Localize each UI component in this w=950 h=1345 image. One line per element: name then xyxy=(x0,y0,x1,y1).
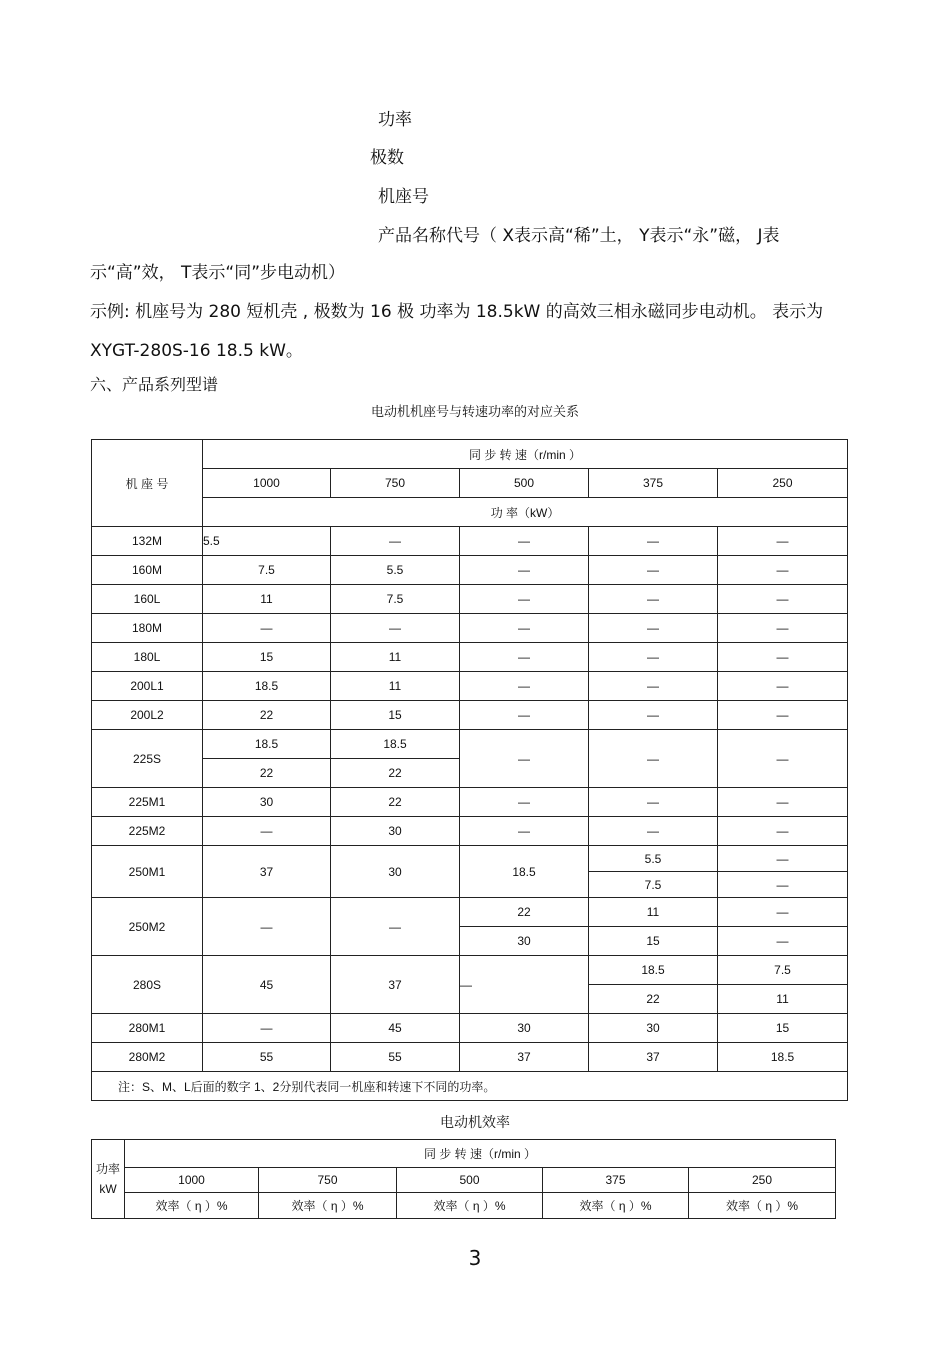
dash-cell: — xyxy=(589,643,718,672)
dash-cell: — xyxy=(589,730,718,788)
eff-speed-header: 同 步 转 速（r/min ） xyxy=(125,1140,836,1168)
power-cell: 45 xyxy=(331,1014,460,1043)
power-cell: 37 xyxy=(203,846,331,898)
frame-cell: 160L xyxy=(92,585,203,614)
power-cell: 11 xyxy=(203,585,331,614)
frame-header: 机 座 号 xyxy=(92,440,203,527)
power-cell: 55 xyxy=(203,1043,331,1072)
eff-speed-1000: 1000 xyxy=(125,1168,259,1193)
frame-cell: 250M1 xyxy=(92,846,203,898)
power-cell: 18.5 xyxy=(718,1043,848,1072)
table-row xyxy=(92,701,848,730)
dash-cell: — xyxy=(718,614,848,643)
example-line2: XYGT-280S-16 18.5 kW。 xyxy=(90,341,303,361)
dash-cell: — xyxy=(460,585,589,614)
power-kw-unit: kW xyxy=(99,1182,117,1196)
frame-cell: 280S xyxy=(92,956,203,1014)
code-product-line1: 产品名称代号（ X表示高“稀”土， Y表示“永”磁， J表 xyxy=(378,226,780,246)
power-cell: 15 xyxy=(718,1014,848,1043)
dash-cell: — xyxy=(331,898,460,956)
power-kw-label: 功率 xyxy=(95,1162,120,1176)
power-cell: 22 xyxy=(331,788,460,817)
power-cell: 30 xyxy=(460,927,589,956)
power-cell: 22 xyxy=(331,759,460,788)
power-cell: 7.5 xyxy=(203,556,331,585)
dash-cell: — xyxy=(460,643,589,672)
code-frame-label: 机座号 xyxy=(378,187,429,207)
dash-cell: — xyxy=(718,927,848,956)
dash-cell: — xyxy=(203,898,331,956)
table-row xyxy=(92,730,848,759)
dash-cell: — xyxy=(589,817,718,846)
table-row xyxy=(92,788,848,817)
power-cell: 5.5 xyxy=(203,527,331,556)
example-line1: 示例: 机座号为 280 短机壳 , 极数为 16 极 功率为 18.5kW 的高效三相永磁同步电动机。 表示为 xyxy=(90,302,824,322)
table-row xyxy=(92,527,848,556)
code-power-label: 功率 xyxy=(378,110,412,130)
dash-cell: — xyxy=(589,527,718,556)
eff-label: 效率（ η ）% xyxy=(689,1193,836,1219)
power-cell: 18.5 xyxy=(331,730,460,759)
dash-cell: — xyxy=(460,956,589,1014)
dash-cell: — xyxy=(718,872,848,898)
power-cell: 30 xyxy=(331,817,460,846)
dash-cell: — xyxy=(589,614,718,643)
speed-1000: 1000 xyxy=(203,469,331,498)
eff-label: 效率（ η ）% xyxy=(543,1193,689,1219)
table-note: 注：S、M、L后面的数字 1、2分别代表同一机座和转速下不同的功率。 xyxy=(92,1072,848,1101)
dash-cell: — xyxy=(718,527,848,556)
power-cell: 11 xyxy=(331,672,460,701)
dash-cell: — xyxy=(331,527,460,556)
dash-cell: — xyxy=(460,614,589,643)
table-row xyxy=(92,1014,848,1043)
power-cell: 18.5 xyxy=(203,730,331,759)
dash-cell: — xyxy=(589,701,718,730)
power-cell: 37 xyxy=(460,1043,589,1072)
power-cell: 7.5 xyxy=(331,585,460,614)
table-row xyxy=(92,643,848,672)
dash-cell: — xyxy=(460,730,589,788)
frame-cell: 225M1 xyxy=(92,788,203,817)
power-cell: 22 xyxy=(460,898,589,927)
power-cell: 7.5 xyxy=(589,872,718,898)
power-cell: 7.5 xyxy=(718,956,848,985)
table-row xyxy=(92,585,848,614)
dash-cell: — xyxy=(460,527,589,556)
dash-cell: — xyxy=(718,585,848,614)
power-cell: 5.5 xyxy=(331,556,460,585)
dash-cell: — xyxy=(203,817,331,846)
eff-speed-375: 375 xyxy=(543,1168,689,1193)
power-cell: 18.5 xyxy=(589,956,718,985)
frame-cell: 250M2 xyxy=(92,898,203,956)
eff-label: 效率（ η ）% xyxy=(125,1193,259,1219)
table2-caption: 电动机效率 xyxy=(440,1115,510,1131)
dash-cell: — xyxy=(460,701,589,730)
frame-cell: 280M1 xyxy=(92,1014,203,1043)
dash-cell: — xyxy=(203,1014,331,1043)
code-product-line2: 示“高”效， T表示“同”步电动机） xyxy=(90,263,346,283)
dash-cell: — xyxy=(718,556,848,585)
table-row xyxy=(92,956,848,985)
eff-speed-750: 750 xyxy=(259,1168,397,1193)
power-cell: 30 xyxy=(589,1014,718,1043)
dash-cell: — xyxy=(589,788,718,817)
power-cell: 37 xyxy=(589,1043,718,1072)
frame-cell: 200L1 xyxy=(92,672,203,701)
table-row xyxy=(92,672,848,701)
dash-cell: — xyxy=(718,846,848,872)
dash-cell: — xyxy=(718,643,848,672)
section-title: 六、产品系列型谱 xyxy=(90,375,219,394)
table-row xyxy=(92,817,848,846)
power-header: 功 率（kW） xyxy=(203,498,848,527)
dash-cell: — xyxy=(718,730,848,788)
dash-cell: — xyxy=(589,585,718,614)
table-row xyxy=(92,556,848,585)
power-cell: 18.5 xyxy=(203,672,331,701)
table-row xyxy=(92,614,848,643)
frame-cell: 160M xyxy=(92,556,203,585)
speed-750: 750 xyxy=(331,469,460,498)
power-cell: 15 xyxy=(203,643,331,672)
dash-cell: — xyxy=(718,788,848,817)
frame-cell: 180L xyxy=(92,643,203,672)
table-row xyxy=(92,846,848,872)
frame-cell: 225M2 xyxy=(92,817,203,846)
frame-power-table xyxy=(91,439,848,1101)
dash-cell: — xyxy=(589,556,718,585)
speed-500: 500 xyxy=(460,469,589,498)
power-cell: 45 xyxy=(203,956,331,1014)
speed-375: 375 xyxy=(589,469,718,498)
power-cell: 11 xyxy=(718,985,848,1014)
table-row xyxy=(92,1043,848,1072)
speed-250: 250 xyxy=(718,469,848,498)
dash-cell: — xyxy=(460,672,589,701)
power-cell: 11 xyxy=(331,643,460,672)
power-cell: 22 xyxy=(203,701,331,730)
power-cell: 22 xyxy=(203,759,331,788)
dash-cell: — xyxy=(460,817,589,846)
table1-caption: 电动机机座号与转速功率的对应关系 xyxy=(370,405,579,420)
dash-cell: — xyxy=(589,672,718,701)
frame-cell: 280M2 xyxy=(92,1043,203,1072)
dash-cell: — xyxy=(460,556,589,585)
dash-cell: — xyxy=(331,614,460,643)
frame-cell: 180M xyxy=(92,614,203,643)
power-cell: 30 xyxy=(460,1014,589,1043)
table-row xyxy=(92,898,848,927)
dash-cell: — xyxy=(718,898,848,927)
power-cell: 5.5 xyxy=(589,846,718,872)
power-cell: 55 xyxy=(331,1043,460,1072)
power-cell: 11 xyxy=(589,898,718,927)
power-cell: 18.5 xyxy=(460,846,589,898)
eff-speed-250: 250 xyxy=(689,1168,836,1193)
power-cell: 30 xyxy=(331,846,460,898)
dash-cell: — xyxy=(718,672,848,701)
speed-header: 同 步 转 速（r/min ） xyxy=(203,440,848,469)
power-cell: 15 xyxy=(331,701,460,730)
dash-cell: — xyxy=(718,701,848,730)
dash-cell: — xyxy=(203,614,331,643)
power-cell: 37 xyxy=(331,956,460,1014)
dash-cell: — xyxy=(460,788,589,817)
eff-speed-500: 500 xyxy=(397,1168,543,1193)
code-poles-label: 极数 xyxy=(370,148,404,168)
frame-cell: 225S xyxy=(92,730,203,788)
eff-label: 效率（ η ）% xyxy=(397,1193,543,1219)
power-cell: 22 xyxy=(589,985,718,1014)
efficiency-table xyxy=(91,1139,836,1219)
power-cell: 15 xyxy=(589,927,718,956)
frame-cell: 132M xyxy=(92,527,203,556)
dash-cell: — xyxy=(718,817,848,846)
power-cell: 30 xyxy=(203,788,331,817)
power-kw-header xyxy=(92,1140,125,1219)
page-number: 3 xyxy=(468,1246,482,1270)
frame-cell: 200L2 xyxy=(92,701,203,730)
eff-label: 效率（ η ）% xyxy=(259,1193,397,1219)
